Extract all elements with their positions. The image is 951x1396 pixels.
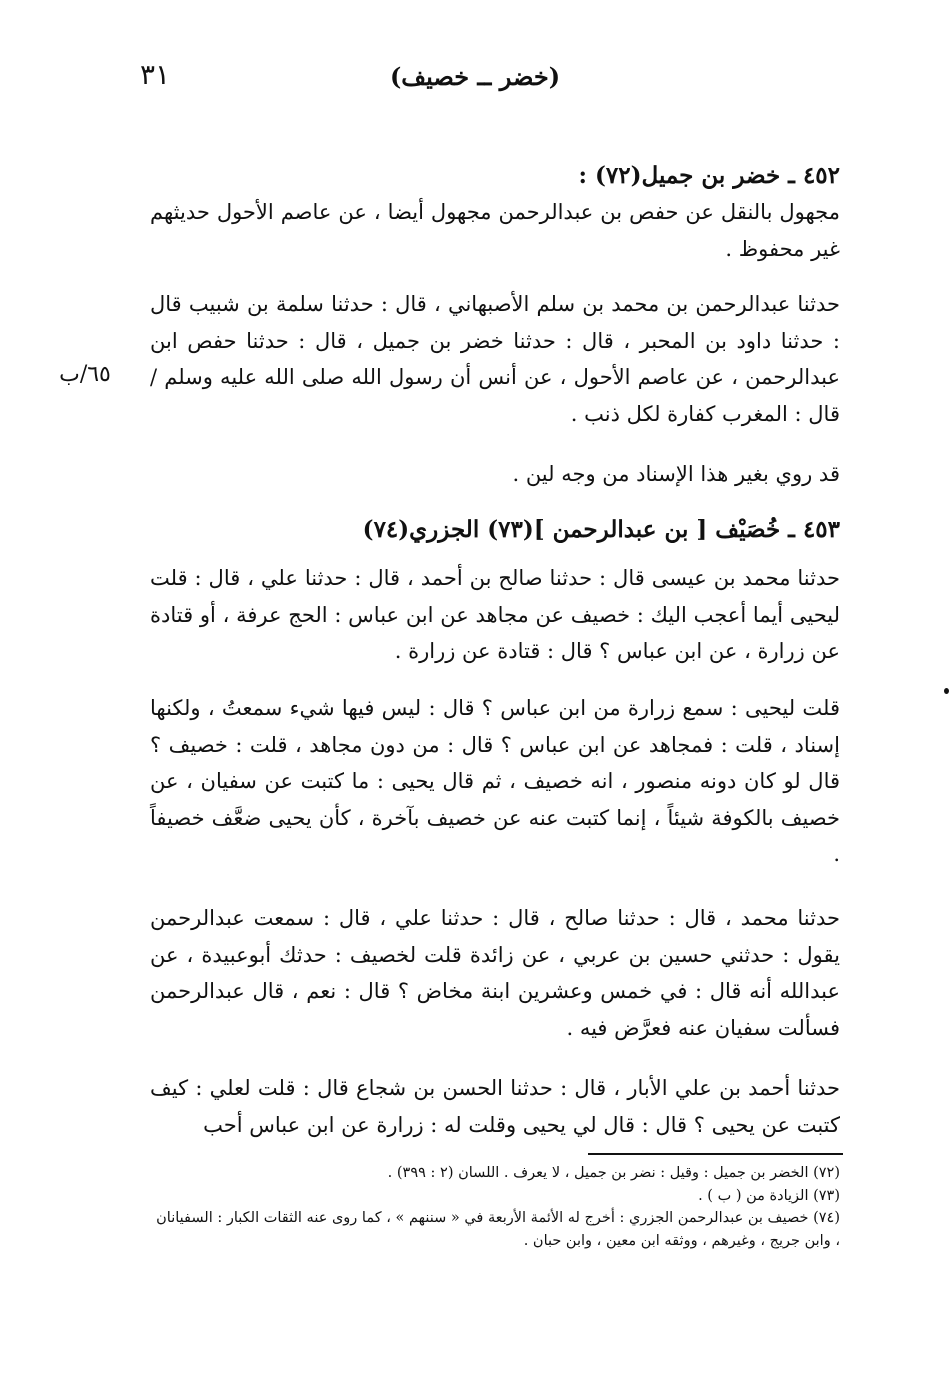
paragraph-453-1: حدثنا محمد بن عيسى قال : حدثنا صالح بن أحمد ، قال : حدثنا علي ، قال : قلت ليحيى أيما أعجب اليك : خصيف عن مجاهد عن ابن عباس : الحج عرفة ، أو قتادة عن زرارة ، عن ابن عباس ؟ قال : قتادة عن زرارة . [150, 566, 840, 663]
footnotes [150, 1162, 840, 1252]
footnote-74: (٧٤) خصيف بن عبدالرحمن الجزري : أخرج له الأئمة الأربعة في « سننهم » ، كما روى عنه الثقات الكبار : السفيانان ، وابن جريج ، وغيرهم ، ووثقه ابن معين ، وابن حبان . [156, 1210, 840, 1249]
entry-heading-452: ٤٥٢ ـ خضر بن جميل(٧٢) : [578, 162, 840, 189]
margin-folio-reference: ٦٥/ب [59, 362, 111, 387]
page-number: ٣١ [140, 58, 171, 91]
footnote-72: (٧٢) الخضر بن جميل : وقيل : نضر بن جميل ، لا يعرف . اللسان (٢ : ٣٩٩) . [387, 1165, 840, 1181]
footnote-73: (٧٣) الزيادة من ( ب ) . [698, 1187, 840, 1204]
scan-speck [944, 688, 949, 694]
entry-heading-453: ٤٥٣ ـ خُصَيْف [ بن عبدالرحمن ](٧٣) الجزري(٧٤) [362, 516, 840, 543]
paragraph-453-4: حدثنا أحمد بن علي الأبار ، قال : حدثنا الحسن بن شجاع قال : قلت لعلي : كيف كتبت عن يحيى ؟ قال : قال لي يحيى وقلت له : زرارة عن ابن عباس أحب [150, 1076, 840, 1137]
paragraph-453-3: حدثنا محمد ، قال : حدثنا صالح ، قال : حدثنا علي ، قال : سمعت عبدالرحمن يقول : حدثني حسين بن عربي ، عن زائدة قلت لخصيف : حدثك أبوعبيدة ، عن عبدالله أنه قال : في خمس وعشرين ابنة مخاض ؟ قال : نعم ، قال عبدالرحمن فسألت سفيان عنه فعرَّض فيه . [150, 906, 840, 1040]
paragraph-452-2: حدثنا عبدالرحمن بن محمد بن سلم الأصبهاني ، قال : حدثنا سلمة بن شبيب قال : حدثنا داود بن المحبر ، قال : حدثنا خضر بن جميل ، قال : حدثنا حفص ابن عبدالرحمن ، عن عاصم الأحول ، عن أنس أن رسول الله صلى الله عليه وسلم / قال : المغرب كفارة لكل ذنب . [150, 292, 840, 426]
footnote-divider [588, 1153, 843, 1155]
running-head: (خضر ــ خصيف) [389, 62, 561, 91]
paragraph-453-2: قلت ليحيى : سمع زرارة من ابن عباس ؟ قال : ليس فيها شيء سمعتُ ، ولكنها إسناد ، قلت : فمجاهد عن ابن عباس ؟ قال : من دون مجاهد ، قلت : خصيف ؟ قال لو كان دونه منصور ، انه خصيف ، ثم قال يحيى : ما كتبت عن سفيان ، عن خصيف بالكوفة شيئاً ، إنما كتبت عنه عن خصيف بآخرة ، كأن يحيى ضعَّف خصيفاً . [150, 696, 840, 866]
paragraph-452-1: مجهول بالنقل عن حفص بن عبدالرحمن مجهول أيضا ، عن عاصم الأحول حديثهم غير محفوظ . [150, 200, 840, 261]
paragraph-452-3: قد روي بغير هذا الإسناد من وجه لين . [512, 462, 840, 486]
